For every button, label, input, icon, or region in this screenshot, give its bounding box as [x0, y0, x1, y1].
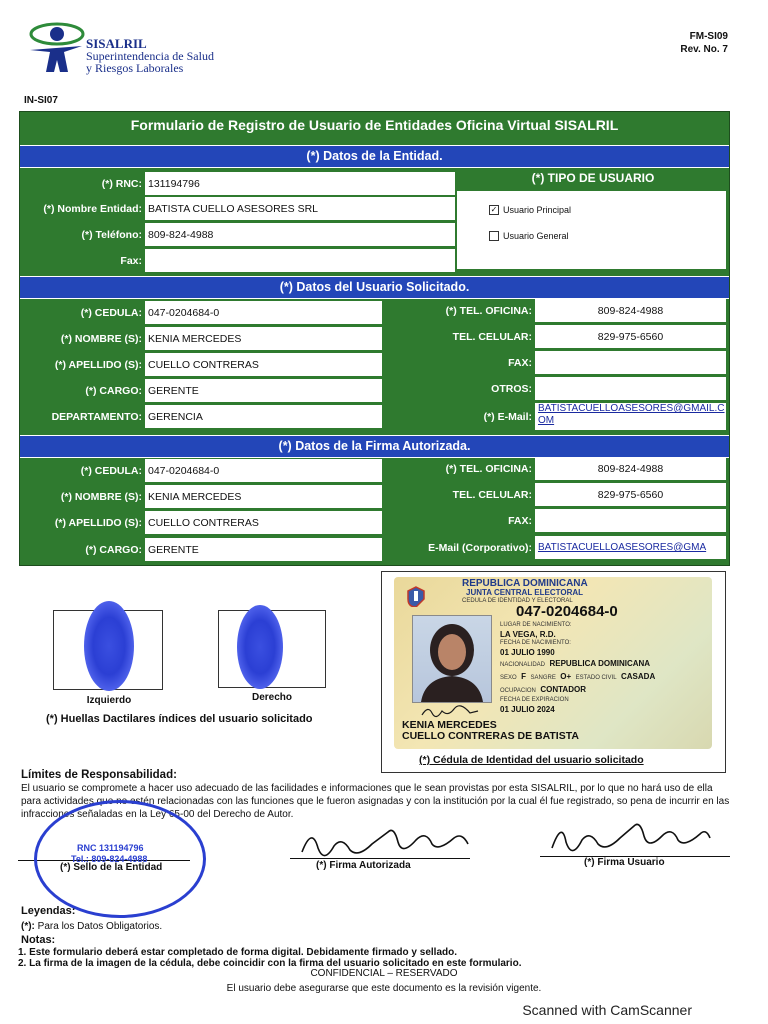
entity-phone-label: (*) Teléfono: [81, 229, 142, 241]
card-country: REPUBLICA DOMINICANA [462, 578, 588, 589]
card-birthdate-label: FECHA DE NACIMIENTO: [500, 640, 571, 646]
card-birthplace: LA VEGA, R.D. [500, 630, 556, 639]
signer-email-field[interactable]: BATISTACUELLOASESORES@GMA [535, 536, 726, 560]
user-tel-oficina-label: (*) TEL. OFICINA: [445, 305, 532, 317]
user-type-general[interactable] [489, 227, 569, 245]
doc-revision: Rev. No. 7 [680, 44, 728, 55]
signer-cargo-field[interactable]: GERENTE [145, 538, 382, 562]
signer-apellido-label: (*) APELLIDO (S): [54, 517, 142, 529]
card-name-line1: KENIA MERCEDES [402, 719, 497, 731]
user-nombre-label: (*) NOMBRE (S): [60, 333, 142, 345]
user-nombre-field[interactable]: KENIA MERCEDES [145, 327, 382, 351]
signer-cedula-field[interactable]: 047-0204684-0 [145, 459, 382, 483]
user-cedula-label: (*) CEDULA: [80, 307, 142, 319]
id-card-caption: (*) Cédula de Identidad del usuario solicitado [419, 754, 644, 766]
document-code [680, 30, 728, 56]
brand-name: SISALRIL [86, 36, 147, 51]
rnc-label: (*) RNC: [101, 178, 142, 190]
user-cargo-label: (*) CARGO: [85, 385, 142, 397]
doc-code: FM-SI09 [689, 31, 728, 42]
entity-name-field[interactable]: BATISTA CUELLO ASESORES SRL [145, 197, 455, 221]
form-code: IN-SI07 [24, 95, 58, 106]
card-name-line2: CUELLO CONTRERAS DE BATISTA [402, 730, 579, 742]
user-type-general-label: Usuario General [503, 230, 569, 241]
card-sex-label: SEXO [500, 675, 517, 681]
user-tel-celular-field[interactable]: 829-975-6560 [535, 325, 726, 349]
user-apellido-field[interactable]: CUELLO CONTRERAS [145, 353, 382, 377]
signer-fax-field[interactable] [535, 509, 726, 533]
signer-tel-celular-label: TEL. CELULAR: [452, 489, 532, 501]
entity-fax-field[interactable] [145, 249, 455, 273]
sisalril-logo [24, 20, 86, 78]
user-fax-field[interactable] [535, 351, 726, 375]
card-sex: F [521, 672, 527, 681]
card-photo [412, 615, 492, 703]
legend-heading: Leyendas: [21, 905, 76, 917]
user-type-principal-label: Usuario Principal [503, 204, 572, 215]
camscanner-watermark: Scanned with CamScanner [522, 1002, 692, 1018]
entity-fax-label: Fax: [120, 255, 142, 267]
legend-required-mark: (*): [21, 921, 35, 932]
logo-figure-icon [24, 20, 86, 78]
id-card-image [394, 577, 712, 749]
revision-notice: El usuario debe asegurarse que este documento es la revisión vigente. [226, 983, 542, 994]
user-tel-oficina-field[interactable]: 809-824-4988 [535, 299, 726, 323]
card-expiry-label: FECHA DE EXPIRACION [500, 697, 569, 703]
org-line-2: y Riesgos Laborales [86, 61, 184, 75]
user-depto-label: DEPARTAMENTO: [51, 411, 142, 423]
user-otros-field[interactable] [535, 377, 726, 401]
entity-phone-field[interactable]: 809-824-4988 [145, 223, 455, 247]
user-type-options [457, 191, 726, 269]
legend-required-text: Para los Datos Obligatorios. [37, 921, 163, 932]
user-apellido-label: (*) APELLIDO (S): [54, 359, 142, 371]
registration-form [19, 111, 730, 566]
user-cedula-field[interactable]: 047-0204684-0 [145, 301, 382, 325]
card-nationality: REPUBLICA DOMINICANA [549, 659, 651, 668]
user-otros-label: OTROS: [491, 383, 532, 395]
fingerprint-right-icon [237, 605, 283, 689]
signer-fax-label: FAX: [508, 515, 532, 527]
responsibility-heading: Límites de Responsabilidad: [21, 769, 177, 781]
card-occupation-label: OCUPACION [500, 688, 536, 694]
fingerprint-right-label: Derecho [251, 692, 292, 703]
stamp-tel: Tel.: 809-824-4988 [71, 854, 148, 864]
note-2: 2. La firma de la imagen de la cédula, debe coincidir con la firma del usuario solicitado en este formulario. [18, 958, 522, 969]
signer-tel-celular-field[interactable]: 829-975-6560 [535, 483, 726, 507]
signer-nombre-field[interactable]: KENIA MERCEDES [145, 485, 382, 509]
card-details [500, 621, 655, 714]
company-stamp [34, 800, 206, 918]
org-line-1: Superintendencia de Salud [86, 49, 214, 63]
signer-email-label: E-Mail (Corporativo): [428, 542, 532, 554]
signer-section-heading: (*) Datos de la Firma Autorizada. [20, 435, 729, 458]
entity-seal-label: (*) Sello de la Entidad [60, 862, 163, 873]
user-depto-field[interactable]: GERENCIA [145, 405, 382, 429]
fingerprint-left-icon [84, 601, 134, 691]
signer-tel-oficina-field[interactable]: 809-824-4988 [535, 457, 726, 481]
entity-name-label: (*) Nombre Entidad: [43, 203, 142, 215]
user-tel-celular-label: TEL. CELULAR: [452, 331, 532, 343]
card-nationality-label: NACIONALIDAD [500, 662, 546, 668]
user-email-label: (*) E-Mail: [483, 411, 532, 423]
user-section-heading: (*) Datos del Usuario Solicitado. [20, 276, 729, 299]
card-blood-label: SANGRE [530, 675, 556, 681]
card-blood: O+ [560, 672, 572, 681]
responsibility-text: El usuario se compromete a hacer uso adecuado de las facilidades e informaciones que le sean provistas por esta SISALRIL, por lo que no hará uso de ella para actividades que no estén relacionadas con las funciones que le fueron asignadas y con la institución por la cual él fue registrado, so pena de incurrir en las infracciones señaladas en la Ley 65-00 del Derecho de Autor. [21, 783, 730, 820]
card-birthdate: 01 JULIO 1990 [500, 648, 555, 657]
rnc-field[interactable]: 131194796 [145, 172, 455, 196]
form-title: Formulario de Registro de Usuario de Entidades Oficina Virtual SISALRIL [130, 117, 619, 133]
signer-cargo-label: (*) CARGO: [85, 544, 142, 556]
user-type-heading: (*) TIPO DE USUARIO [531, 171, 655, 185]
legend-required [21, 920, 162, 933]
card-doc-type: CEDULA DE IDENTIDAD Y ELECTORAL [462, 598, 573, 604]
confidential-label: CONFIDENCIAL – RESERVADO [310, 968, 458, 979]
notes-heading: Notas: [21, 934, 56, 946]
organization-name [86, 38, 214, 74]
card-birthplace-label: LUGAR DE NACIMIENTO: [500, 622, 572, 628]
card-signature-icon [420, 703, 480, 719]
fingerprint-right-box [218, 610, 326, 688]
signer-nombre-label: (*) NOMBRE (S): [60, 491, 142, 503]
signer-tel-oficina-label: (*) TEL. OFICINA: [445, 463, 532, 475]
authorized-signature-label: (*) Firma Autorizada [316, 860, 411, 871]
checkbox-empty-icon[interactable] [489, 231, 499, 241]
user-type-principal[interactable] [489, 201, 571, 219]
authorized-signature-line [290, 858, 470, 859]
fingerprint-caption: (*) Huellas Dactilares índices del usuario solicitado [46, 713, 313, 725]
user-email-field[interactable]: BATISTACUELLOASESORES@GMAIL.COM [535, 403, 726, 431]
signer-cedula-label: (*) CEDULA: [80, 465, 142, 477]
card-civil-label: ESTADO CIVIL [575, 675, 617, 681]
user-signature-label: (*) Firma Usuario [584, 857, 665, 868]
checkbox-checked-icon[interactable]: ✓ [490, 204, 498, 214]
portrait-icon [413, 616, 491, 702]
stamp-rnc: RNC 131194796 [77, 843, 144, 853]
card-civil: CASADA [621, 672, 656, 681]
fingerprint-left-box [53, 610, 163, 690]
user-cargo-field[interactable]: GERENTE [145, 379, 382, 403]
card-expiry: 01 JULIO 2024 [500, 705, 555, 714]
signer-apellido-field[interactable]: CUELLO CONTRERAS [145, 511, 382, 535]
user-fax-label: FAX: [508, 357, 532, 369]
fingerprint-left-label: Izquierdo [86, 695, 132, 706]
card-holder-name [402, 720, 579, 742]
note-1: 1. Este formulario deberá estar completado de forma digital. Debidamente firmado y sellado. [18, 947, 458, 958]
entity-section-heading: (*) Datos de la Entidad. [20, 145, 729, 168]
card-number: 047-0204684-0 [516, 603, 618, 620]
card-board: JUNTA CENTRAL ELECTORAL [466, 588, 584, 597]
card-occupation: CONTADOR [540, 685, 586, 694]
coat-of-arms-icon [404, 585, 428, 607]
